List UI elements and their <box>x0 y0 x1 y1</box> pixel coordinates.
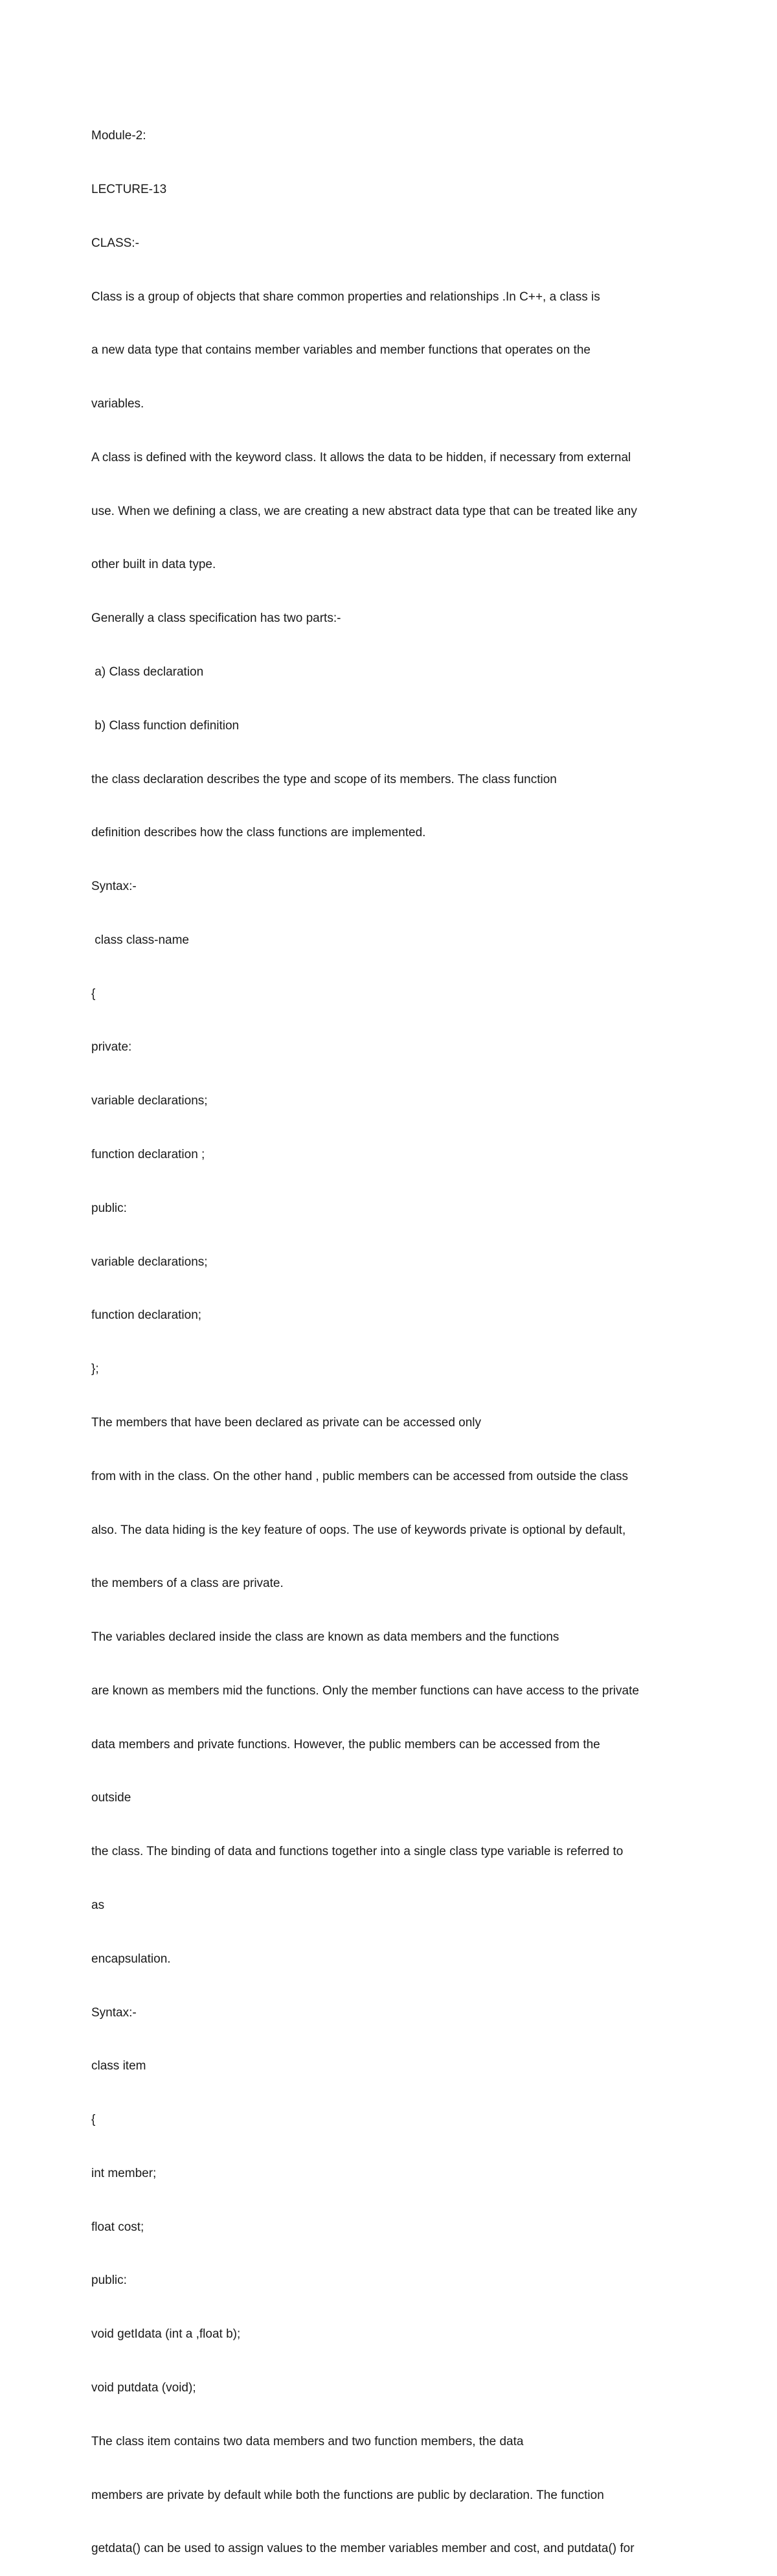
doc-line-syntax-heading: Syntax:- <box>91 880 137 894</box>
doc-line: a) Class declaration <box>91 665 204 679</box>
doc-line: use. When we defining a class, we are creating a new abstract data type that can be treated like any <box>91 504 637 518</box>
doc-line: also. The data hiding is the key feature of oops. The use of keywords private is optional by default, <box>91 1523 626 1537</box>
code-line: function declaration ; <box>91 1148 205 1162</box>
doc-line: the class declaration describes the type and scope of its members. The class function <box>91 772 557 786</box>
doc-line: Generally a class specification has two parts:- <box>91 611 341 626</box>
code-line: public: <box>91 1201 127 1215</box>
doc-line: the class. The binding of data and functions together into a single class type variable is referred to <box>91 1845 624 1859</box>
code-line: void putdata (void); <box>91 2381 196 2395</box>
doc-line: Class is a group of objects that share common properties and relationships .In C++, a class is <box>91 290 600 304</box>
code-line: { <box>91 986 96 1001</box>
doc-line: a new data type that contains member variables and member functions that operates on the <box>91 343 591 358</box>
code-line: variable declarations; <box>91 1255 208 1269</box>
code-line: }; <box>91 1362 99 1376</box>
doc-line-syntax-heading: Syntax:- <box>91 2005 137 2020</box>
doc-line: the members of a class are private. <box>91 1577 284 1591</box>
code-line: variable declarations; <box>91 1094 208 1108</box>
doc-line: outside <box>91 1791 131 1805</box>
code-line: public: <box>91 2274 127 2288</box>
doc-line: A class is defined with the keyword class. It allows the data to be hidden, if necessary from external <box>91 450 631 464</box>
code-line: void getIdata (int a ,float b); <box>91 2327 241 2342</box>
doc-line: variables. <box>91 397 144 411</box>
doc-line: b) Class function definition <box>91 718 240 733</box>
doc-line: other built in data type. <box>91 558 216 572</box>
code-line: float cost; <box>91 2220 144 2234</box>
doc-line: as <box>91 1898 105 1912</box>
code-line: class item <box>91 2059 146 2073</box>
doc-line: encapsulation. <box>91 1952 171 1966</box>
code-line: private: <box>91 1040 132 1054</box>
doc-line: members are private by default while both the functions are public by declaration. The function <box>91 2488 604 2502</box>
doc-line: from with in the class. On the other hand , public members can be accessed from outside the class <box>91 1469 629 1483</box>
doc-line: data members and private functions. However, the public members can be accessed from the <box>91 1737 600 1751</box>
document-page <box>91 91 739 2576</box>
doc-line: definition describes how the class functions are implemented. <box>91 826 426 840</box>
code-line: int member; <box>91 2166 157 2180</box>
doc-line: getdata() can be used to assign values to the member variables member and cost, and putdata() for <box>91 2542 635 2556</box>
doc-line: are known as members mid the functions. Only the member functions can have access to the private <box>91 1683 639 1698</box>
code-line: { <box>91 2113 96 2127</box>
doc-line-class-heading: CLASS:- <box>91 236 139 250</box>
code-line: class class-name <box>91 933 189 947</box>
code-line: function declaration; <box>91 1308 202 1323</box>
doc-line-module: Module-2: <box>91 129 146 143</box>
doc-line: The class item contains two data members and two function members, the data <box>91 2434 524 2448</box>
doc-line-lecture: LECTURE-13 <box>91 182 167 196</box>
doc-line: The variables declared inside the class are known as data members and the functions <box>91 1630 559 1645</box>
doc-line: The members that have been declared as private can be accessed only <box>91 1415 482 1430</box>
